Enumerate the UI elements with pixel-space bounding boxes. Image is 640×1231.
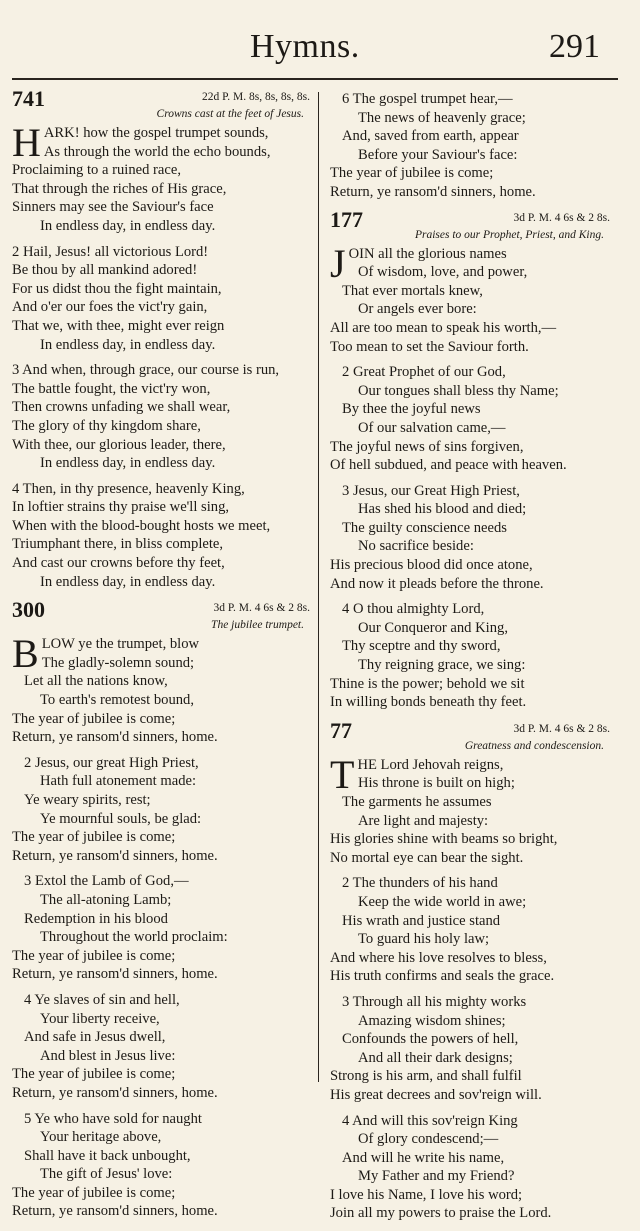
verse-line: 4 O thou almighty Lord, xyxy=(342,601,485,618)
verse-line: And blest in Jesus live: xyxy=(40,1047,176,1064)
verse-line: The year of jubilee is come; xyxy=(12,829,176,846)
verse-line: Be thou by all mankind adored! xyxy=(12,262,198,279)
hymn-title: The jubilee trumpet. xyxy=(211,619,304,632)
page-header xyxy=(0,28,640,68)
stanza xyxy=(330,363,612,475)
verse-line: Sinners may see the Saviour's face xyxy=(12,199,214,216)
stanza xyxy=(12,631,312,747)
verse-line: OIN all the glorious names xyxy=(348,245,507,262)
stanza xyxy=(330,240,612,357)
verse-line: That through the riches of His grace, xyxy=(12,180,227,197)
verse-line: And o'er our foes the vict'ry gain, xyxy=(12,299,208,316)
verse-line: Then crowns unfading we shall wear, xyxy=(12,399,231,416)
verse-line: 4 And will this sov'reign King xyxy=(342,1112,518,1129)
verse-line: In endless day, in endless day. xyxy=(40,573,216,590)
verse-line: And safe in Jesus dwell, xyxy=(24,1029,166,1046)
verse-line: My Father and my Friend? xyxy=(358,1168,515,1185)
verse-line: In endless day, in endless day. xyxy=(40,217,216,234)
stanza xyxy=(330,482,612,594)
verse-line: Ye mournful souls, be glad: xyxy=(40,810,202,827)
drop-cap: H xyxy=(12,120,41,165)
verse-line: The all-atoning Lamb; xyxy=(40,891,172,908)
verse-line: Your liberty receive, xyxy=(40,1010,160,1027)
verse-line: Proclaiming to a ruined race, xyxy=(12,162,181,179)
hymn-title: Greatness and condescension. xyxy=(464,739,604,752)
verse-line: 3 Extol the Lamb of God,— xyxy=(24,873,189,890)
page-number: 291 xyxy=(549,28,600,65)
verse-line: The year of jubilee is come; xyxy=(12,1066,176,1083)
verse-line: When with the blood-bought hosts we meet, xyxy=(12,517,271,534)
verse-line: 6 The gospel trumpet hear,— xyxy=(342,91,513,107)
verse-line: The gift of Jesus' love: xyxy=(40,1166,173,1183)
verse-line: I love his Name, I love his word; xyxy=(330,1186,523,1203)
stanza xyxy=(12,480,312,592)
verse-line: Too mean to set the Saviour forth. xyxy=(330,338,529,355)
hymn-number: 177 xyxy=(330,206,363,232)
verse-line: 2 The thunders of his hand xyxy=(342,875,498,892)
verse-line: Throughout the world proclaim: xyxy=(40,929,228,946)
verse-line: Or angels ever bore: xyxy=(358,301,477,318)
hymn xyxy=(330,717,612,1223)
verse-line: Let all the nations know, xyxy=(24,673,168,690)
hymn-heading xyxy=(12,88,312,124)
stanza xyxy=(330,751,612,868)
verse-line: Return, ye ransom'd sinners, home. xyxy=(12,847,218,864)
verse-line: Amazing wisdom shines; xyxy=(358,1012,506,1029)
verse-line: ARK! how the gospel trumpet sounds, xyxy=(43,125,269,141)
verse-line: The year of jubilee is come; xyxy=(12,710,176,727)
verse-line: Confounds the powers of hell, xyxy=(342,1031,519,1048)
verse-line: 2 Jesus, our great High Priest, xyxy=(24,754,199,771)
verse-line: LOW ye the trumpet, blow xyxy=(41,636,200,653)
stanza xyxy=(330,1112,612,1224)
stanza xyxy=(12,120,312,236)
verse-line: His great decrees and sov'reign will. xyxy=(330,1086,542,1103)
verse-line: In loftier strains thy praise we'll sing, xyxy=(12,499,230,516)
hymn-meter: 3d P. M. 4 6s & 2 8s. xyxy=(513,211,610,224)
column-divider xyxy=(318,92,319,1082)
verse-line: All are too mean to speak his worth,— xyxy=(330,319,557,336)
left-column xyxy=(12,88,312,1229)
verse-line: No sacrifice beside: xyxy=(358,538,474,555)
verse-line: Thy sceptre and thy sword, xyxy=(342,638,501,655)
hymn xyxy=(12,88,312,591)
running-title: Hymns. xyxy=(250,28,360,65)
hymn-heading xyxy=(330,206,612,245)
verse-line: Our tongues shall bless thy Name; xyxy=(358,382,559,399)
verse-line: The joyful news of sins forgiven, xyxy=(330,438,524,455)
verse-line: Keep the wide world in awe; xyxy=(358,893,527,910)
verse-line: The news of heavenly grace; xyxy=(358,109,526,126)
hymn-title: Praises to our Prophet, Priest, and King. xyxy=(414,228,604,241)
hymn-meter: 3d P. M. 4 6s & 2 8s. xyxy=(213,602,310,615)
verse-line: The year of jubilee is come; xyxy=(12,1184,176,1201)
hymn-heading xyxy=(330,717,612,756)
verse-line: Return, ye ransom'd sinners, home. xyxy=(12,729,218,746)
verse-line: His wrath and justice stand xyxy=(342,912,501,929)
hymn-meter: 22d P. M. 8s, 8s, 8s, 8s. xyxy=(202,91,310,103)
hymn xyxy=(330,206,612,712)
verse-line: The glory of thy kingdom share, xyxy=(12,417,201,434)
verse-line: And will he write his name, xyxy=(342,1149,505,1166)
stanza xyxy=(330,874,612,986)
verse-line: No mortal eye can bear the sight. xyxy=(330,849,524,866)
stanza xyxy=(12,991,312,1103)
verse-line: In willing bonds beneath thy feet. xyxy=(330,694,527,711)
verse-line: And all their dark designs; xyxy=(358,1049,513,1066)
right-column xyxy=(330,88,612,1231)
verse-line: The year of jubilee is come; xyxy=(12,947,176,964)
verse-line: Of hell subdued, and peace with heaven. xyxy=(330,457,567,474)
verse-line: And now it pleads before the throne. xyxy=(330,575,544,592)
hymn-meter: 3d P. M. 4 6s & 2 8s. xyxy=(513,722,610,735)
verse-line: Your heritage above, xyxy=(40,1129,162,1146)
verse-line: Of our salvation came,— xyxy=(358,419,506,436)
verse-line: Of wisdom, love, and power, xyxy=(358,264,528,281)
verse-line: Return, ye ransom'd sinners, home. xyxy=(12,1084,218,1101)
drop-cap: J xyxy=(330,240,346,286)
verse-line: In endless day, in endless day. xyxy=(40,455,216,472)
stanza xyxy=(12,243,312,355)
verse-line: His precious blood did once atone, xyxy=(330,557,533,574)
verse-line: 3 Through all his mighty works xyxy=(342,993,527,1010)
hymn xyxy=(12,599,312,1221)
verse-line: And where his love resolves to bless, xyxy=(330,949,547,966)
hymn-number: 300 xyxy=(12,597,45,623)
verse-line: The gladly-solemn sound; xyxy=(41,654,195,671)
verse-line: As through the world the echo bounds, xyxy=(43,143,271,160)
stanza xyxy=(12,754,312,866)
verse-line: And, saved from earth, appear xyxy=(342,128,519,145)
verse-line: 5 Ye who have sold for naught xyxy=(24,1110,202,1127)
verse-line: Shall have it back unbought, xyxy=(24,1147,191,1164)
verse-line: Redemption in his blood xyxy=(24,910,168,927)
verse-line: That ever mortals knew, xyxy=(342,282,483,299)
verse-line: The guilty conscience needs xyxy=(342,519,507,536)
stanza xyxy=(330,600,612,712)
verse-line: His throne is built on high; xyxy=(358,775,515,792)
verse-line: For us didst thou the fight maintain, xyxy=(12,280,222,297)
verse-line: In endless day, in endless day. xyxy=(40,336,216,353)
verse-line: The battle fought, the vict'ry won, xyxy=(12,380,211,397)
verse-line: His truth confirms and seals the grace. xyxy=(330,968,555,985)
verse-line: 4 Then, in thy presence, heavenly King, xyxy=(12,480,245,497)
verse-line: To guard his holy law; xyxy=(358,931,490,948)
verse-line: 2 Hail, Jesus! all victorious Lord! xyxy=(12,243,209,260)
verse-line: Before your Saviour's face: xyxy=(358,146,518,163)
verse-line: Return, ye ransom'd sinners, home. xyxy=(12,1203,218,1220)
verse-line: The garments he assumes xyxy=(342,794,492,810)
verse-line: That we, with thee, might ever reign xyxy=(12,317,225,334)
verse-line: Return, ye ransom'd sinners, home. xyxy=(330,183,536,200)
verse-line: HE Lord Jehovah reigns, xyxy=(357,756,504,773)
stanza xyxy=(12,361,312,473)
verse-line: His glories shine with beams so bright, xyxy=(330,831,558,848)
stanza xyxy=(12,872,312,984)
hymn-title: Crowns cast at the feet of Jesus. xyxy=(156,108,304,120)
verse-line: Join all my powers to praise the Lord. xyxy=(330,1205,552,1222)
verse-line: By thee the joyful news xyxy=(342,401,481,418)
header-rule xyxy=(12,78,618,80)
verse-line: To earth's remotest bound, xyxy=(40,692,194,709)
verse-line: 4 Ye slaves of sin and hell, xyxy=(24,991,180,1008)
verse-line: With thee, our glorious leader, there, xyxy=(12,436,226,453)
drop-cap: B xyxy=(12,631,39,677)
verse-line: Triumphant there, in bliss complete, xyxy=(12,536,224,553)
verse-line: 3 Jesus, our Great High Priest, xyxy=(342,482,520,499)
verse-line: 3 And when, through grace, our course is run, xyxy=(12,362,280,379)
hymn-number: 741 xyxy=(12,86,45,111)
verse-line: Of glory condescend;— xyxy=(358,1131,499,1148)
stanza xyxy=(330,993,612,1105)
verse-line: Return, ye ransom'd sinners, home. xyxy=(12,966,218,983)
verse-line: And cast our crowns before thy feet, xyxy=(12,555,225,572)
hymn-number: 77 xyxy=(330,717,352,743)
stanza-continued xyxy=(330,90,612,202)
verse-line: Has shed his blood and died; xyxy=(358,501,527,518)
verse-line: Are light and majesty: xyxy=(358,812,489,829)
verse-line: Hath full atonement made: xyxy=(40,773,197,790)
verse-line: 2 Great Prophet of our God, xyxy=(342,364,506,381)
verse-line: The year of jubilee is come; xyxy=(330,165,494,182)
drop-cap: T xyxy=(330,751,355,797)
verse-line: Our Conqueror and King, xyxy=(358,619,508,636)
hymn-heading xyxy=(12,599,312,635)
verse-line: Thine is the power; behold we sit xyxy=(330,675,525,692)
verse-line: Strong is his arm, and shall fulfil xyxy=(330,1068,522,1085)
stanza xyxy=(12,1110,312,1222)
verse-line: Thy reigning grace, we sing: xyxy=(358,657,526,674)
verse-line: Ye weary spirits, rest; xyxy=(24,792,151,808)
